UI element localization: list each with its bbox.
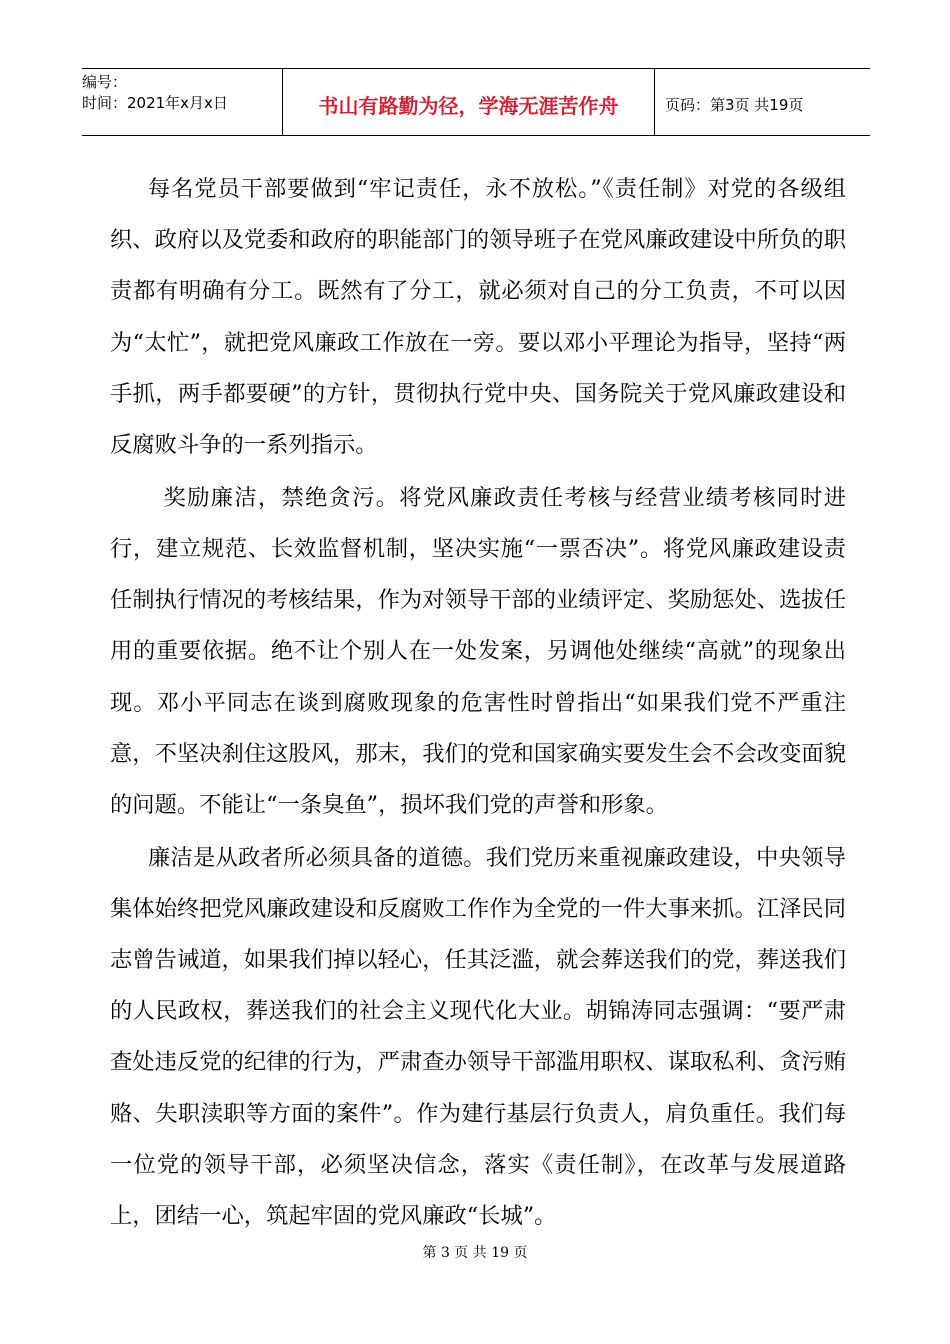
page-footer: 第 3 页 共 19 页 [422,1245,528,1261]
paragraph: 奖励廉洁，禁绝贪污。将党风廉政责任考核与经营业绩考核同时进行，建立规范、长效监督机制，坚决实施“一票否决”。将党风廉政建设责任制执行情况的考核结果，作为对领导干部的业绩评定、奖励惩处、选拔任用的重要依据。绝不让个别人在一处发案，另调他处继续“高就”的现象出现。邓小平同志在谈到腐败现象的危害性时曾指出“如果我们党不严重注意，不坚决刹住这股风，那末，我们的党和国家确实要发生会不会改变面貌的问题。不能让“一条臭鱼”，损坏我们党的声誉和形象。 [110,484,846,818]
document-number: 编号： [82,73,128,91]
document-body [110,164,846,1244]
paragraph: 每名党员干部要做到“牢记责任，永不放松。”《责任制》对党的各级组织、政府以及党委和政府的职能部门的领导班子在党风廉政建设中所负的职责都有明确有分工。既然有了分工，就必须对自己的分工负责，不可以因为“太忙”，就把党风廉政工作放在一旁。要以邓小平理论为指导，坚持“两手抓，两手都要硬”的方针，贯彻执行党中央、国务院关于党风廉政建设和反腐败斗争的一系列指示。 [110,176,846,459]
header-meta [82,69,283,135]
paragraph: 廉洁是从政者所必须具备的道德。我们党历来重视廉政建设，中央领导集体始终把党风廉政建设和反腐败工作作为全党的一件大事来抓。江泽民同志曾告诫道，如果我们掉以轻心，任其泛滥，就会葬送我们的党，葬送我们的人民政权，葬送我们的社会主义现代化大业。胡锦涛同志强调：“要严肃查处违反党的纪律的行为，严肃查办领导干部滥用职权、谋取私利、贪污贿赂、失职渎职等方面的案件”。作为建行基层行负责人，肩负重任。我们每一位党的领导干部，必须坚决信念，落实《责任制》，在改革与发展道路上，团结一心，筑起牢固的党风廉政“长城”。 [110,844,846,1230]
header-motto: 书山有路勤为径，学海无涯苦作舟 [283,69,655,135]
header-page-info: 页码：第3页 共19页 [665,95,804,114]
document-date: 时间：2021年x月x日 [82,94,228,112]
page-header [82,68,870,136]
